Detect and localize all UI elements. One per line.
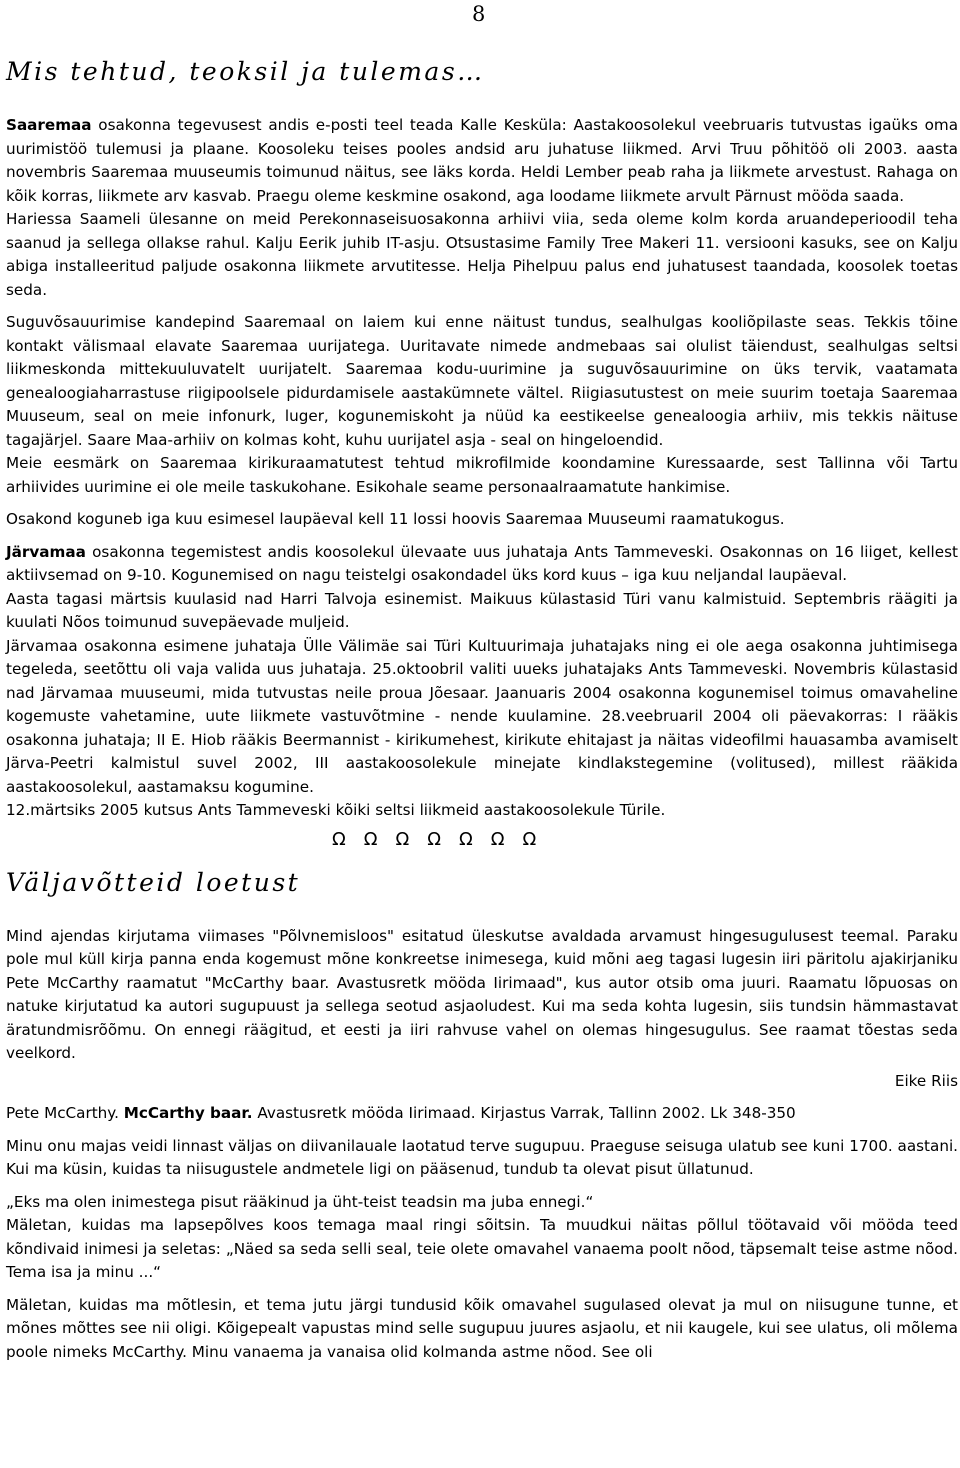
paragraph-saaremaa-tasks: Hariessa Saameli ülesanne on meid Perekonnaseisuosakonna arhiivi viia, seda oleme kolm korda aruandeperioodil teha saanud ja sellega ollakse rahul. Kalju Eerik juhib IT-asju. Otsustasime Family Tree Makeri 11. versiooni kasuks, see on Kalju abiga installeeritud paljude osakonna liikmete arvutitesse. Helja Pihelpuu palus end juhatusest taandada, koosolek toetas seda. — [6, 210, 958, 299]
separator-symbols: ΩΩΩΩΩΩΩ — [332, 828, 555, 850]
region-name-saaremaa: Saaremaa — [6, 116, 92, 134]
paragraph-excerpt-quote: „Eks ma olen inimestega pisut rääkinud ja üht-teist teadsin ma juba ennegi.“ — [6, 1192, 594, 1211]
paragraph-excerpt-intro: Mind ajendas kirjutama viimases "Põlvnemisloos" esitatud üleskutse avaldada arvamust hingesugulusest teemal. Paraku pole mul küll kirja panna enda kogemust mõne konkreetse inimesega, kuid mõni aeg tagasi lugesin iiri päritolu ajakirjaniku Pete McCarthy raamatut "McCarthy baar. Avastusretk mööda Iirimaad", kus autor otsib oma juuri. Raamatu lõpuosas on natuke kirjutatud ka autori sugupuust ja sellega seotud asjaoludest. Kui ma seda kohta lugesin, siis tundsin hämmastavat äratundmisrõõmu. On ennegi räägitud, et eesti ja iiri rahvuse vahel on olemas hingesugulus. See raamat tõestas seda veelkord. — [6, 926, 958, 1062]
paragraph-saaremaa-research: Suguvõsauurimise kandepind Saaremaal on laiem kui enne näitust tundus, sealhulgas kooliõpilaste seas. Tekkis tõine kontakt välismaal elavate Saaremaa uurijatega. Uuritavate nimede andmebaas sai olulist täiendust, sealhulgas seltsi liikmeskonda mittekuuluvatelt uurijatelt. Saaremaa kodu-uurimine ja suguvõsauurimine on üks tervik, vaatamata genealoogiaharrastuse riigipoolsele pidurdamisele aastakümnete vältel. Riigiasutustest on meie suurim toetaja Saaremaa Muuseum, seal on meie infonurk, luger, kogunemiskoht ja nüüd ka eestikeelse genealoogia arhiiv, mis tekkis näituse tagajärjel. Saare Maa-arhiiv on kolmas koht, kuhu uurijatel asja - seal on hingeloendid. — [6, 313, 958, 449]
document-body — [6, 52, 958, 1364]
paragraph-excerpt-family-tree: Minu onu majas veidi linnast väljas on diivanilauale laotatud terve sugupuu. Praeguse seisuga ulatub see kuni 1700. aastani. Kui ma küsin, kuidas ta niisugustele andmetele ligi on pääsenud, tundub ta olevat pisut üllatunud. — [6, 1136, 958, 1178]
section-heading-excerpts: Väljavõtteid loetust — [6, 867, 301, 897]
book-title: McCarthy baar. — [123, 1104, 253, 1122]
paragraph-saaremaa-intro: Saaremaa osakonna tegevusest andis e-posti teel teada Kalle Kesküla: Aastakoosolekul veebruaris tutvustas igaüks oma uurimistöö tulemusi ja plaane. Koosoleku teises pooles andsid aru juhatuse liikmed. Arvi Truu põhitöö oli 2003. aasta novembris Saaremaa muuseumis toimunud näitus, see läks korda. Heldi Lember peab raha ja liikmete arvestust. Rahaga on kõik korras, liikmete arv kasvab. Praegu oleme keskmine osakond, aga loodame liikmete arvult Pärnust mööda saada. — [6, 116, 958, 205]
paragraph-saaremaa-goal: Meie eesmärk on Saaremaa kirikuraamatutest tehtud mikrofilmide koondamine Kuressaarde, sest Tallinna või Tartu arhiivides uurimine ei ole meile taskukohane. Esikohale seame personaalraamatute hankimise. — [6, 454, 958, 496]
author-signature: Eike Riis — [894, 1071, 958, 1090]
paragraph-excerpt-relatives: Mäletan, kuidas ma mõtlesin, et tema jutu järgi tundusid kõik omavahel sugulased olevat ja mul on niisugune tunne, et mõnes mõttes see nii oligi. Kõigepealt vapustas mind selle sugupuu juures asjaolu, et nii kaugele, kui see ulatus, oli mõlema poole nimeks McCarthy. Minu vanaema ja vanaisa olid kolmanda astme nõod. See oli — [6, 1295, 958, 1361]
paragraph-jarvamaa-leadership: Järvamaa osakonna esimene juhataja Ülle Välimäe sai Türi Kultuurimaja juhatajaks ning ei ole aega osakonna juhtimisega tegeleda, seetõttu oli vaja valida uus juhataja. 25.oktoobril valiti uueks juhatajaks Ants Tammeveski. Novembris külastasid nad Järvamaa muuseumi, mida tutvustas neile proua Jõesaar. Jaanuaris 2004 osakonna kogunemisel toimus omavaheline kogemuste vahetamine, uute liikmete vastuvõtmine - nende kuulamine. 28.veebruaril 2004 oli päevakorras: I rääkis osakonna juhataja; II E. Hiob rääkis Beermannist - kirikumehest, kirikute ehitajast ja näitas videofilmi hauasamba avamiselt Järva-Peetri kalmistul suvel 2002, III aastakoosolekule minejate kindlakstegemine (volitused), millest rääkida aastakoosolekul, aastamaksu kogumine. — [6, 636, 958, 796]
section-heading-activities: Mis tehtud, teoksil ja tulemas… — [6, 57, 485, 86]
paragraph-saaremaa-meetings: Osakond koguneb iga kuu esimesel laupäeval kell 11 lossi hoovis Saaremaa Muuseumi raamatukogus. — [6, 510, 785, 528]
paragraph-jarvamaa-invitation: 12.märtsiks 2005 kutsus Ants Tammeveski kõiki seltsi liikmeid aastakoosolekule Türile. — [6, 801, 666, 819]
paragraph-excerpt-memory: Mäletan, kuidas ma lapsepõlves koos temaga maal ringi sõitsin. Ta muudkui näitas põllul töötavaid või mööda teed kõndivaid inimesi ja seletas: „Näed sa seda selli seal, teie olete omavahel vanaema poolt nõod, täpsemalt teise astme nõod. Tema isa ja minu ...“ — [6, 1216, 958, 1281]
paragraph-jarvamaa-intro: Järvamaa osakonna tegemistest andis koosolekul ülevaate uus juhataja Ants Tammeveski. Osakonnas on 16 liiget, kellest aktiivsemad on 9-10. Kogunemised on nagu teistelgi osakondadel üks kord kuus – iga kuu neljandal laupäeval. — [6, 542, 958, 584]
paragraph-jarvamaa-events: Aasta tagasi märtsis kuulasid nad Harri Talvoja esinemist. Maikuus külastasid Türi vanu kalmistuid. Septembris räägiti ja kuulati Nõos toimunud suvepäevade muljeid. — [6, 589, 958, 631]
region-name-jarvamaa: Järvamaa — [6, 542, 86, 561]
book-citation: Pete McCarthy. McCarthy baar. Avastusretk mööda Iirimaad. Kirjastus Varrak, Tallinn 2002. Lk 348-350 — [6, 1104, 796, 1122]
page-number: 8 — [472, 2, 486, 26]
